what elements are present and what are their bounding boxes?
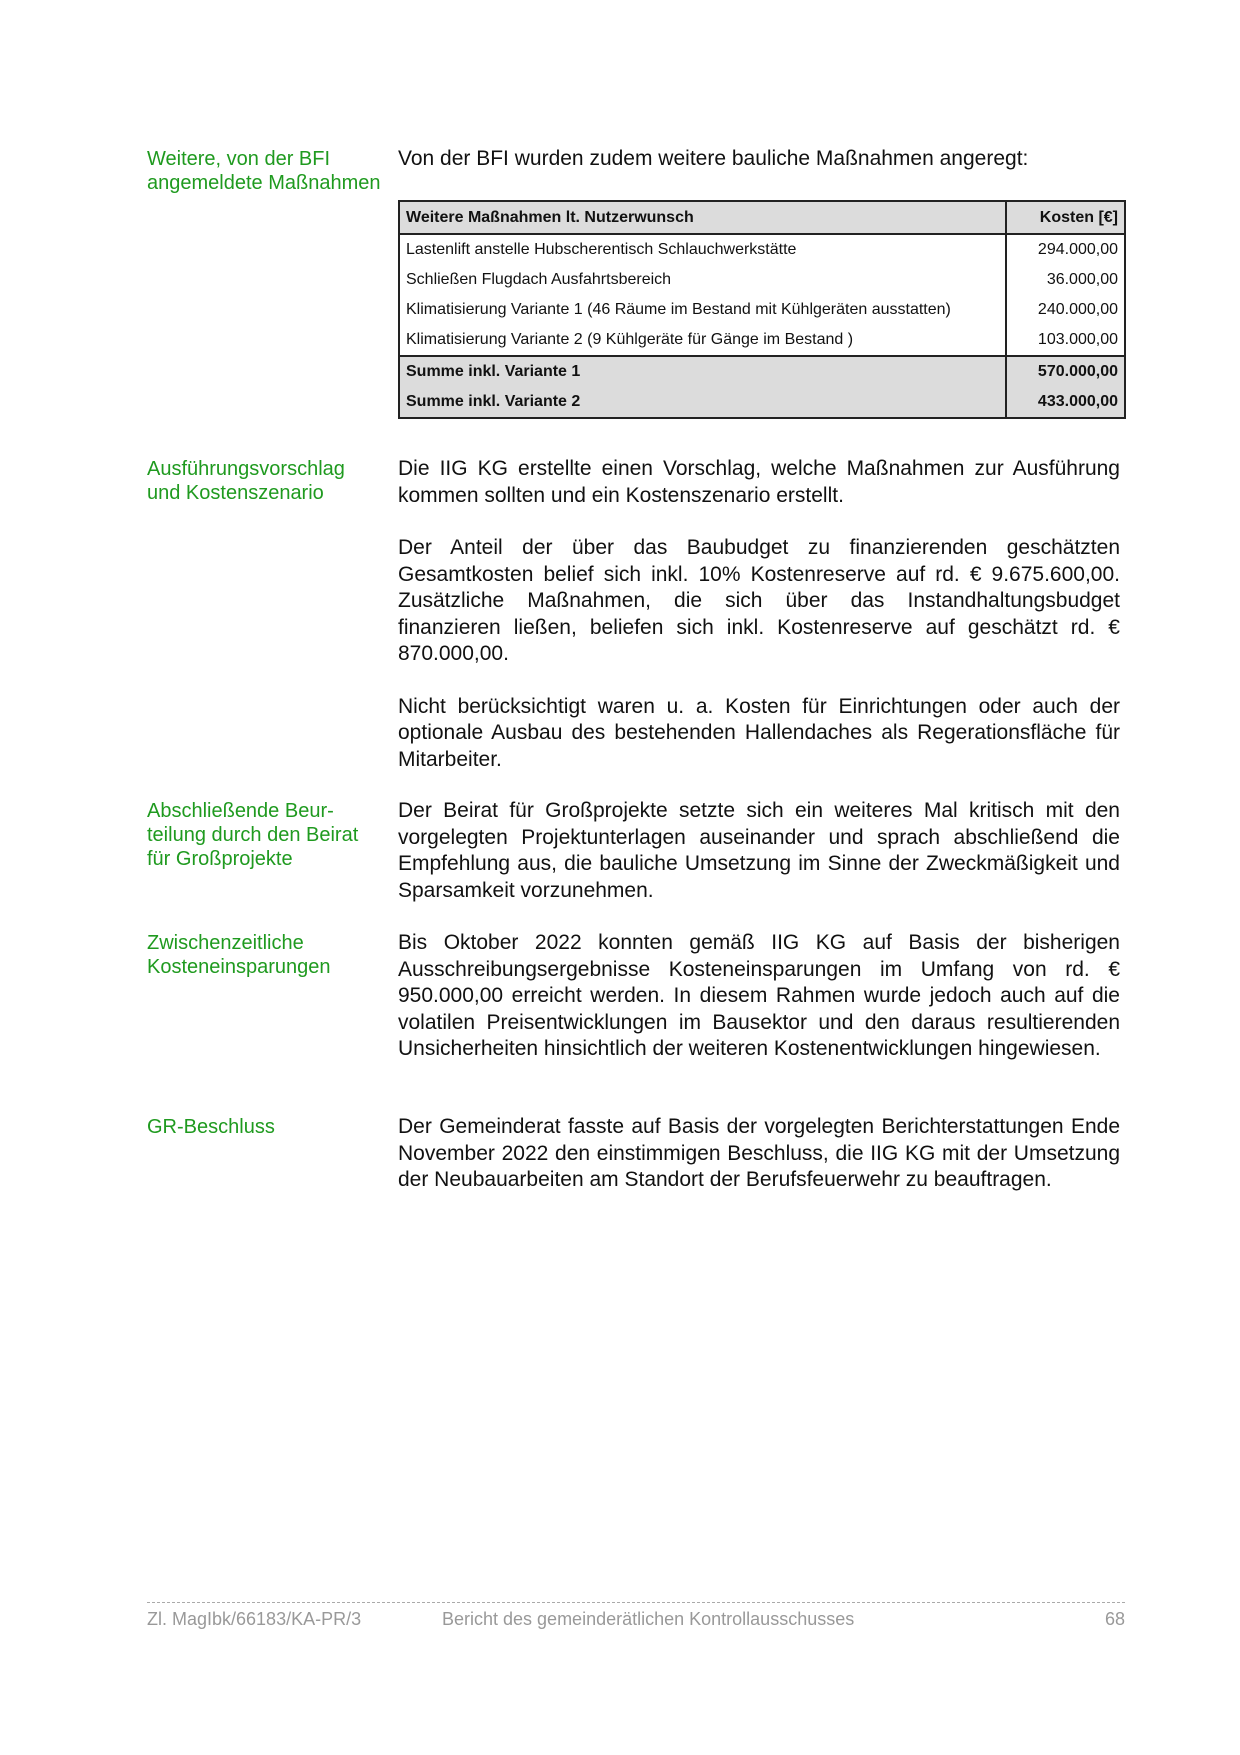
margin-heading-weitere-massnahmen: Weitere, von der BFI angemeldete Maßnahmen [147, 148, 381, 194]
table-row [399, 295, 1125, 325]
paragraph: Die IIG KG erstellte einen Vorschlag, welche Maßnahmen zur Ausführung kommen sollten und ein Kostenszenario erstellt. [398, 457, 1120, 507]
margin-heading-gr-beschluss: GR-Beschluss [147, 1116, 275, 1138]
table-cell: Klimatisierung Variante 1 (46 Räume im Bestand mit Kühlgeräten ausstatten) [406, 301, 951, 318]
table-cell: Summe inkl. Variante 2 [399, 387, 1006, 418]
table-cell: Lastenlift anstelle Hubscherentisch Schlauchwerkstätte [406, 241, 797, 258]
table-header: Kosten [€] [1006, 201, 1125, 234]
paragraph: Bis Oktober 2022 konnten gemäß IIG KG auf Basis der bisherigen Ausschreibungsergebnisse Kosteneinsparungen im Umfang von rd. € 950.000,00 erreicht werden. In diesem Rahmen wurde jedoch auch auf die volatilen Preisentwicklungen im Bausektor und den daraus resultierenden Unsicherheiten hinsichtlich der weiteren Kostenentwicklungen hingewiesen. [398, 931, 1120, 1060]
table-cell: Summe inkl. Variante 1 [399, 356, 1006, 387]
section-weitere-massnahmen [398, 146, 1120, 199]
table-header: Weitere Maßnahmen lt. Nutzerwunsch [399, 201, 1006, 234]
paragraph: Nicht berücksichtigt waren u. a. Kosten für Einrichtungen oder auch der optionale Ausbau des bestehenden Hallendaches als Regerationsfläche für Mitarbeiter. [398, 694, 1120, 771]
table-cell: Klimatisierung Variante 2 (9 Kühlgeräte für Gänge im Bestand ) [406, 331, 854, 348]
table-row [399, 234, 1125, 265]
table-cell: 433.000,00 [1006, 387, 1125, 418]
margin-heading-ausfuehrungsvorschlag: Ausführungsvorschlag und Kostenszenario [147, 458, 345, 504]
massnahmen-table [398, 200, 1126, 419]
table-header-row [399, 201, 1125, 234]
section-kosteneinsparungen [398, 930, 1120, 1089]
paragraph: Von der BFI wurden zudem weitere bauliche Maßnahmen angeregt: [398, 147, 1029, 170]
margin-heading-beirat: Abschließende Beurteilung durch den Beirat für Großprojekte [147, 800, 359, 870]
table-sum-row [399, 387, 1125, 418]
table-cell: 36.000,00 [1006, 265, 1125, 295]
table-cell: Schließen Flugdach Ausfahrtsbereich [406, 271, 672, 288]
table-sum-row [399, 356, 1125, 387]
section-beirat [398, 798, 1120, 930]
paragraph: Der Anteil der über das Baubudget zu finanzierenden geschätzten Gesamtkosten belief sich inkl. 10% Kostenreserve auf rd. € 9.675.600,00. Zusätzliche Maßnahmen, die sich über das Instandhaltungsbudget finanzieren ließen, beliefen sich inkl. Kostenreserve auf geschätzt rd. € 870.000,00. [398, 536, 1120, 665]
table-cell: 240.000,00 [1006, 295, 1125, 325]
footer-reference: Zl. MagIbk/66183/KA-PR/3 [147, 1609, 362, 1629]
section-ausfuehrungsvorschlag [398, 456, 1120, 799]
section-gr-beschluss [398, 1114, 1120, 1220]
table-cell: 103.000,00 [1006, 325, 1125, 356]
table-cell: 570.000,00 [1006, 356, 1125, 387]
footer-title: Bericht des gemeinderätlichen Kontrollausschusses [442, 1609, 855, 1629]
margin-heading-kosteneinsparungen: Zwischenzeitliche Kosteneinsparungen [147, 932, 331, 978]
page-number: 68 [1104, 1609, 1125, 1629]
table-row [399, 325, 1125, 356]
paragraph: Der Beirat für Großprojekte setzte sich ein weiteres Mal kritisch mit den vorgelegten Projektunterlagen auseinander und sprach abschließend die Empfehlung aus, die bauliche Umsetzung im Sinne der Zweckmäßigkeit und Sparsamkeit vorzunehmen. [398, 799, 1120, 902]
table-row [399, 265, 1125, 295]
page-footer [147, 1602, 1125, 1629]
table-cell: 294.000,00 [1006, 234, 1125, 265]
paragraph: Der Gemeinderat fasste auf Basis der vorgelegten Berichterstattungen Ende November 2022 den einstimmigen Beschluss, die IIG KG mit der Umsetzung der Neubauarbeiten am Standort der Berufsfeuerwehr zu beauftragen. [398, 1115, 1120, 1191]
